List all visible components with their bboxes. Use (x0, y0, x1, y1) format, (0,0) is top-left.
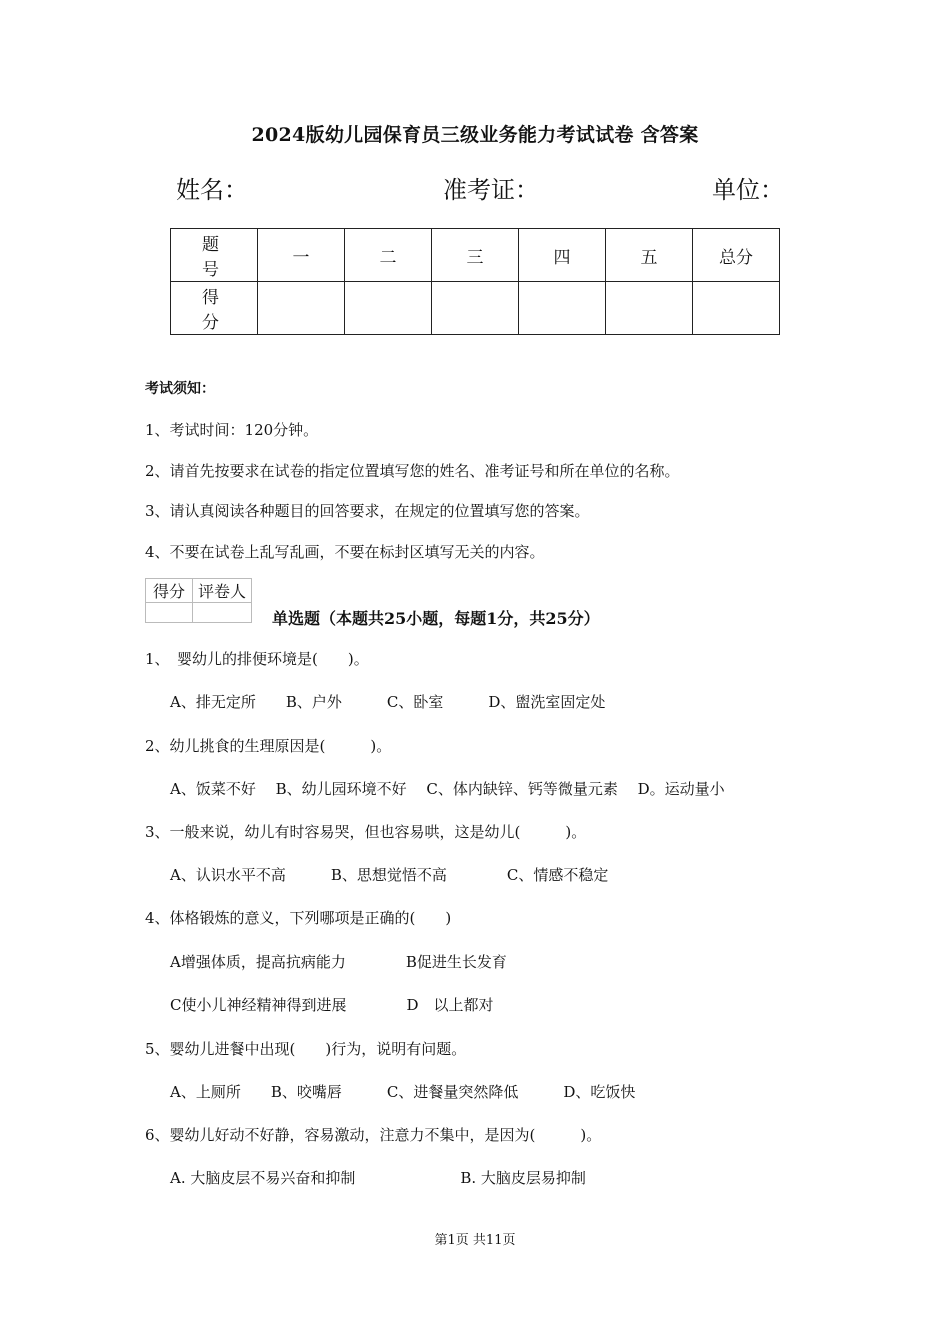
note-item: 1、考试时间：120分钟。 (145, 421, 319, 439)
question-6-options: A. 大脑皮层不易兴奋和抑制 B. 大脑皮层易抑制 (170, 1169, 586, 1187)
question-3: 3、一般来说，幼儿有时容易哭，但也容易哄，这是幼儿( )。 (145, 823, 587, 841)
header-cell-total: 总分 (693, 229, 780, 282)
note-item: 3、请认真阅读各种题目的回答要求，在规定的位置填写您的答案。 (145, 502, 590, 520)
score-row-label: 得 分 (171, 282, 258, 335)
question-5-options: A、上厕所 B、咬嘴唇 C、进餐量突然降低 D、吃饭快 (170, 1083, 636, 1101)
note-item: 2、请首先按要求在试卷的指定位置填写您的姓名、准考证号和所在单位的名称。 (145, 462, 680, 480)
note-item: 4、不要在试卷上乱写乱画，不要在标封区填写无关的内容。 (145, 543, 545, 561)
score-cell[interactable] (432, 282, 519, 335)
score-cell-total[interactable] (693, 282, 780, 335)
score-cell[interactable] (519, 282, 606, 335)
score-cell[interactable] (606, 282, 693, 335)
grader-name-cell[interactable] (193, 603, 252, 623)
page-footer: 第1页 共11页 (434, 1233, 516, 1248)
question-4-options-row2: C使小儿神经精神得到进展 D 以上都对 (170, 996, 494, 1014)
grader-score-cell[interactable] (146, 603, 193, 623)
header-cell-2: 二 (345, 229, 432, 282)
score-table-header-row (171, 229, 780, 282)
question-1: 1、 婴幼儿的排便环境是( )。 (145, 650, 369, 668)
question-4: 4、体格锻炼的意义，下列哪项是正确的( ) (145, 909, 452, 927)
score-cell[interactable] (258, 282, 345, 335)
notes-title: 考试须知： (145, 381, 215, 397)
header-cell-question-no: 题 号 (171, 229, 258, 282)
question-3-options: A、认识水平不高 B、思想觉悟不高 C、情感不稳定 (170, 866, 609, 884)
page-title: 2024版幼儿园保育员三级业务能力考试试卷 含答案 (251, 124, 699, 146)
header-cell-3: 三 (432, 229, 519, 282)
score-table-score-row (171, 282, 780, 335)
question-2: 2、幼儿挑食的生理原因是( )。 (145, 737, 392, 755)
grader-name-label: 评卷人 (193, 579, 252, 603)
score-table (170, 228, 780, 335)
name-field-label: 姓名： (176, 176, 248, 204)
question-2-options: A、饭菜不好 B、幼儿园环境不好 C、体内缺锌、钙等微量元素 D。运动量小 (170, 780, 725, 798)
header-cell-1: 一 (258, 229, 345, 282)
grader-score-label: 得分 (146, 579, 193, 603)
question-6: 6、婴幼儿好动不好静，容易激动，注意力不集中，是因为( )。 (145, 1126, 602, 1144)
question-5: 5、婴幼儿进餐中出现( )行为，说明有问题。 (145, 1040, 467, 1058)
ticket-field-label: 准考证： (443, 176, 539, 204)
header-cell-5: 五 (606, 229, 693, 282)
question-4-options-row1: A增强体质，提高抗病能力 B促进生长发育 (170, 953, 507, 971)
section-heading: 单选题（本题共25小题，每题1分，共25分） (272, 609, 600, 628)
score-cell[interactable] (345, 282, 432, 335)
header-cell-4: 四 (519, 229, 606, 282)
grader-box (145, 578, 252, 623)
unit-field-label: 单位： (712, 176, 784, 204)
question-1-options: A、排无定所 B、户外 C、卧室 D、盥洗室固定处 (170, 693, 606, 711)
